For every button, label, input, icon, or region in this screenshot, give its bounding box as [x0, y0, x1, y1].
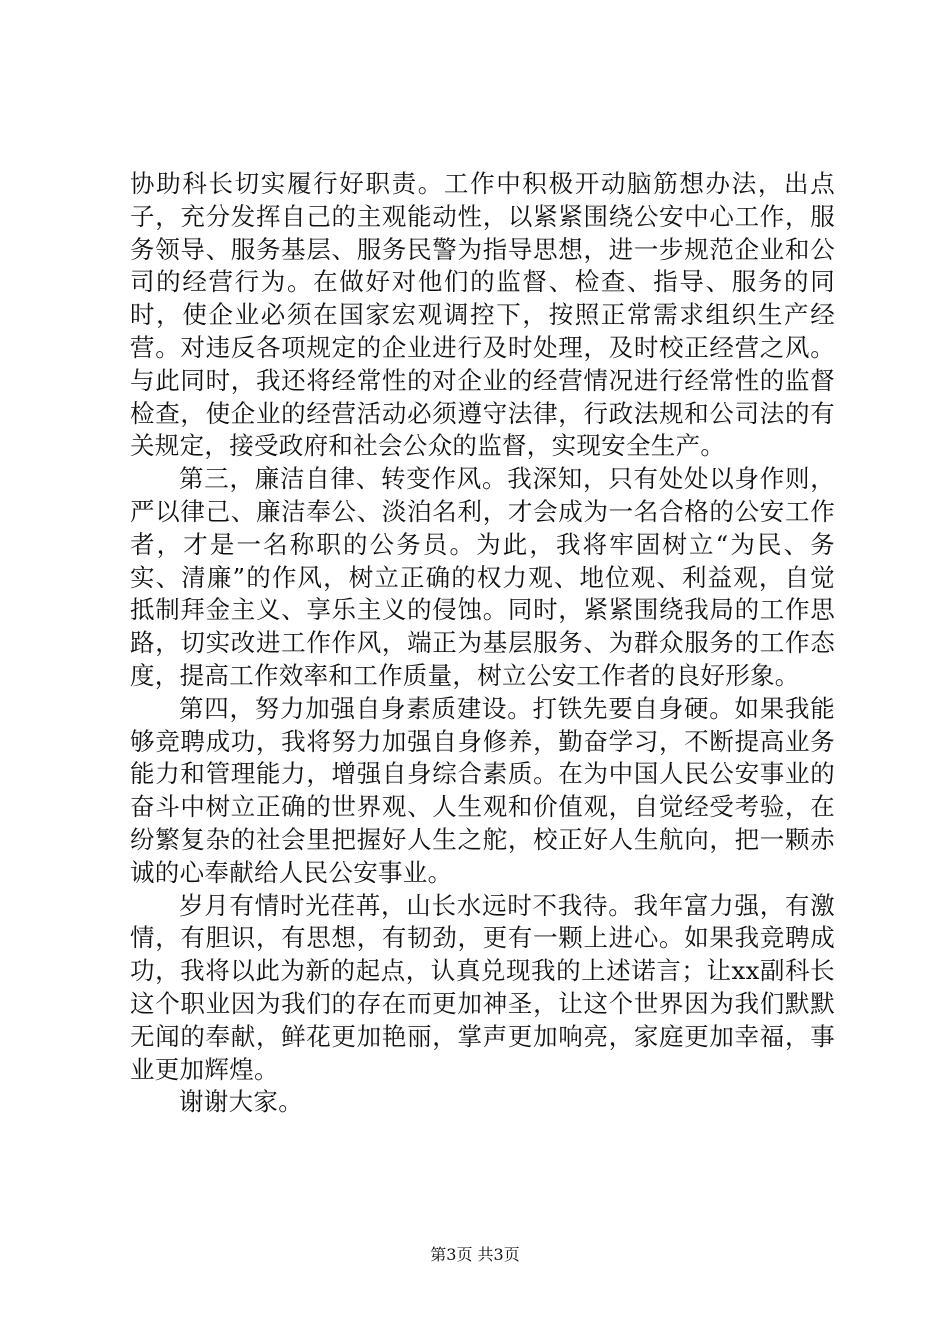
paragraph-closing: 岁月有情时光荏苒，山长水远时不我待。我年富力强，有激情，有胆识，有思想，有韧劲，更有一颗上进心。如果我竞聘成功，我将以此为新的起点，认真兑现我的上述诺言；让xx副科长这个职业因为我们的存在而更加神圣，让这个世界因为我们默默无闻的奉献，鲜花更加艳丽，掌声更加响亮，家庭更加幸福，事业更加辉煌。 [130, 890, 835, 1084]
paragraph-fourth-point: 第四，努力加强自身素质建设。打铁先要自身硬。如果我能够竞聘成功，我将努力加强自身修养，勤奋学习，不断提高业务能力和管理能力，增强自身综合素质。在为中国人民公安事业的奋斗中树立正确的世界观、人生观和价值观，自觉经受考验，在纷繁复杂的社会里把握好人生之舵，校正好人生航向，把一颗赤诚的心奉献给人民公安事业。 [130, 693, 835, 887]
page-number-footer: 第3页 共3页 [430, 1245, 520, 1264]
paragraph-thanks: 谢谢大家。 [179, 1087, 303, 1117]
document-body [130, 168, 835, 1119]
paragraph-third-point: 第三，廉洁自律、转变作风。我深知，只有处处以身作则，严以律己、廉洁奉公、淡泊名利，才会成为一名合格的公安工作者，才是一名称职的公务员。为此，我将牢固树立“为民、务实、清廉”的作风，树立正确的权力观、地位观、利益观，自觉抵制拜金主义、享乐主义的侵蚀。同时，紧紧围绕我局的工作思路，切实改进工作作风，端正为基层服务、为群众服务的工作态度，提高工作效率和工作质量，树立公安工作者的良好形象。 [130, 464, 835, 690]
paragraph-continuation: 协助科长切实履行好职责。工作中积极开动脑筋想办法，出点子，充分发挥自己的主观能动性，以紧紧围绕公安中心工作，服务领导、服务基层、服务民警为指导思想，进一步规范企业和公司的经营行为。在做好对他们的监督、检查、指导、服务的同时，使企业必须在国家宏观调控下，按照正常需求组织生产经营。对违反各项规定的企业进行及时处理，及时校正经营之风。与此同时，我还将经常性的对企业的经营情况进行经常性的监督检查，使企业的经营活动必须遵守法律，行政法规和公司法的有关规定，接受政府和社会公众的监督，实现安全生产。 [130, 169, 835, 461]
